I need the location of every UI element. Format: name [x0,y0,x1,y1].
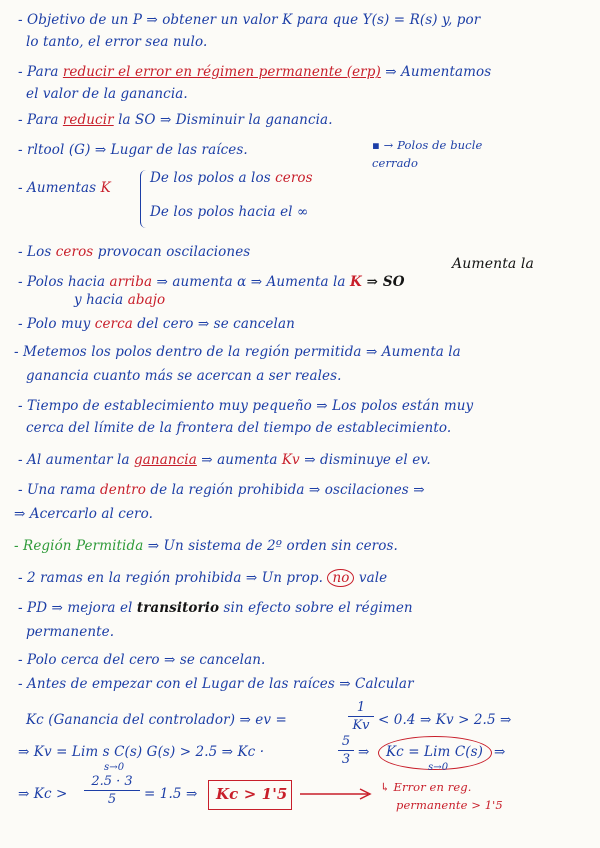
note-objetivo-line2: lo tanto, el error sea nulo. [26,34,208,50]
note-region-permitida [14,538,398,554]
highlight-red: reducir [62,112,114,128]
formula-kc-limit: Kc = Lim C(s) [386,744,484,760]
text-black: ⇒ SO [361,274,405,290]
note-aumentas-k-option1 [150,170,313,186]
text: - PD ⇒ mejora el [18,600,137,616]
highlight-red: reducir el error en régimen permanente (erp) [62,64,381,80]
note-permanente: permanente > 1'5 [396,798,503,812]
text: vale [354,570,388,586]
highlight-red: arriba [109,274,153,290]
note-reducir-error-line2: el valor de la ganancia. [26,86,188,102]
text: - Aumentas [18,180,101,196]
note-aumentas-k-option2: De los polos hacia el ∞ [150,204,309,220]
note-polos-bucle-a: ▪ → Polos de bucle [372,138,483,152]
note-polo-cerca-cero [18,316,295,332]
note-tiempo-establecimiento-line1: - Tiempo de establecimiento muy pequeño ⇒ Los polos están muy [18,398,474,414]
formula-equals: = 1.5 ⇒ [144,786,198,802]
highlight-red: K [349,274,362,290]
highlight-red: Kv [281,452,300,468]
text: - Para [18,112,63,128]
note-polo-cerca-cero-2: - Polo cerca del cero ⇒ se cancelan. [18,652,266,668]
text: ⇒ Aumentamos [380,64,492,80]
note-polos-abajo [74,292,165,308]
highlight-red: ceros [275,170,313,186]
note-aumentas-k [18,180,111,196]
note-pd-line2: permanente. [26,624,115,640]
text: - Una rama [18,482,101,498]
note-metemos-polos-line2: ganancia cuanto más se acercan a ser reales. [26,368,342,384]
limit-subscript: s→0 [104,762,125,773]
highlight-red: abajo [127,292,166,308]
note-aumenta-la: Aumenta la [452,256,534,272]
text: provocan oscilaciones [93,244,251,260]
text: de la región prohibida ⇒ oscilaciones ⇒ [145,482,425,498]
highlight-green: - Región Permitida [14,538,144,554]
text: del cero ⇒ se cancelan [132,316,295,332]
text: y hacia [74,292,128,308]
note-metemos-polos-line1: - Metemos los polos dentro de la región permitida ⇒ Aumenta la [14,344,461,360]
text: ⇒ disminuye el ev. [299,452,431,468]
arrow-right-icon [298,786,376,802]
formula-arrow: ⇒ [358,744,370,760]
text: - Para [18,64,63,80]
note-reducir-so [18,112,333,128]
text: sin efecto sobre el régimen [219,600,413,616]
fraction-denominator: Kv [352,718,370,733]
note-rama-prohibida-line2: ⇒ Acercarlo al cero. [14,506,153,522]
formula-kv-condition: < 0.4 ⇒ Kv > 2.5 ⇒ [378,712,512,728]
fraction-bar [338,750,354,751]
fraction-bar [348,716,374,717]
fraction-denominator: 3 [341,752,351,767]
note-dos-ramas [18,570,387,586]
note-antes-de-empezar: - Antes de empezar con el Lugar de las raíces ⇒ Calcular [18,676,414,692]
fraction-numerator: 1 [356,700,366,715]
fraction-numerator: 5 [341,734,351,749]
note-polos-bucle-b: cerrado [372,156,419,170]
fraction-denominator: 5 [107,792,117,807]
text: - Al aumentar la [18,452,135,468]
highlight-red: ganancia [134,452,197,468]
note-objetivo-line1: - Objetivo de un P ⇒ obtener un valor K para que Y(s) = R(s) y, por [18,12,481,28]
note-polos-arriba [18,274,405,290]
note-rama-prohibida-line1 [18,482,425,498]
note-tiempo-establecimiento-line2: cerca del límite de la frontera del tiempo de establecimiento. [26,420,452,436]
highlight-red: dentro [100,482,146,498]
fraction-5-over-3 [338,734,354,767]
fraction-1-over-kv [348,700,374,733]
formula-kc-gt: ⇒ Kc > [18,786,68,802]
text: la SO ⇒ Disminuir la ganancia. [113,112,333,128]
formula-kv-limit: ⇒ Kv = Lim s C(s) G(s) > 2.5 ⇒ Kc · [18,744,265,760]
text: De los polos a los [150,170,276,186]
note-ceros-oscilaciones [18,244,250,260]
formula-end-arrow: ⇒ [494,744,506,760]
note-pd-line1 [18,600,413,616]
text: - Los [18,244,56,260]
limit-subscript-2: s→0 [428,762,449,773]
highlight-red: ceros [55,244,94,260]
highlight-red: cerca [94,316,133,332]
text: ⇒ aumenta α ⇒ Aumenta la [152,274,350,290]
text: ⇒ Un sistema de 2º orden sin ceros. [143,538,398,554]
circled-word: no [327,569,354,587]
text: - 2 ramas en la región prohibida ⇒ Un prop. [18,570,328,586]
note-rltool: - rltool (G) ⇒ Lugar de las raíces. [18,142,248,158]
note-aumentar-ganancia [18,452,431,468]
formula-kc-ev: Kc (Ganancia del controlador) ⇒ ev = [26,712,287,728]
note-error-reg: ↳ Error en reg. [380,780,472,794]
text: - Polos hacia [18,274,110,290]
highlight-red: K [100,180,111,196]
note-reducir-error-line1 [18,64,491,80]
fraction-bar [84,790,140,791]
text: ⇒ aumenta [196,452,282,468]
text-black-bold: transitorio [136,600,220,616]
fraction-result [84,774,140,807]
fraction-numerator: 2.5 · 3 [91,774,133,789]
text: - Polo muy [18,316,95,332]
result-kc: Kc > 1'5 [216,785,288,803]
